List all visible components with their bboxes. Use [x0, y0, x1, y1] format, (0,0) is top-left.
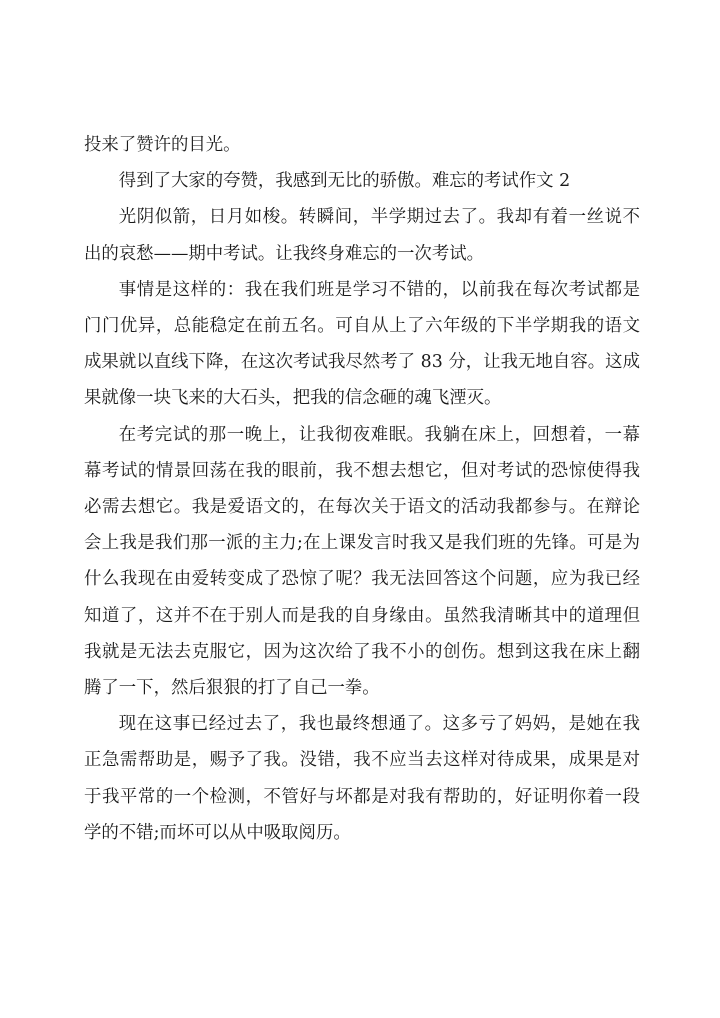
document-body	[84, 127, 640, 851]
paragraph-5: 在考完试的那一晚上，让我彻夜难眠。我躺在床上，回想着，一幕幕考试的情景回荡在我的眼前，我不想去想它，但对考试的恐惊使得我必需去想它。我是爱语文的，在每次关于语文的活动我都参与。在辩论会上我是我们那一派的主力;在上课发言时我又是我们班的先锋。可是为什么我现在由爱转变成了恐惊了呢？我无法回答这个问题，应为我已经知道了，这并不在于别人而是我的自身缘由。虽然我清晰其中的道理但我就是无法去克服它，因为这次给了我不小的创伤。想到这我在床上翻腾了一下，然后狠狠的打了自己一拳。	[84, 424, 640, 699]
paragraph-6: 现在这事已经过去了，我也最终想通了。这多亏了妈妈，是她在我正急需帮助是，赐予了我。没错，我不应当去这样对待成果，成果是对于我平常的一个检测，不管好与坏都是对我有帮助的，好证明你着一段学的不错;而坏可以从中吸取阅历。	[84, 714, 640, 843]
paragraph-2: 得到了大家的夸赞，我感到无比的骄傲。难忘的考试作文 2	[118, 171, 571, 192]
paragraph-3: 光阴似箭，日月如梭。转瞬间，半学期过去了。我却有着一丝说不出的哀愁——期中考试。让我终身难忘的一次考试。	[84, 207, 640, 264]
paragraph-4: 事情是这样的：我在我们班是学习不错的，以前我在每次考试都是门门优异，总能稳定在前五名。可自从上了六年级的下半学期我的语文成果就以直线下降，在这次考试我尽然考了 83 分，让我无地自容。这成果就像一块飞来的大石头，把我的信念砸的魂飞湮灭。	[84, 279, 640, 409]
paragraph-1: 投来了赞许的目光。	[84, 135, 241, 155]
